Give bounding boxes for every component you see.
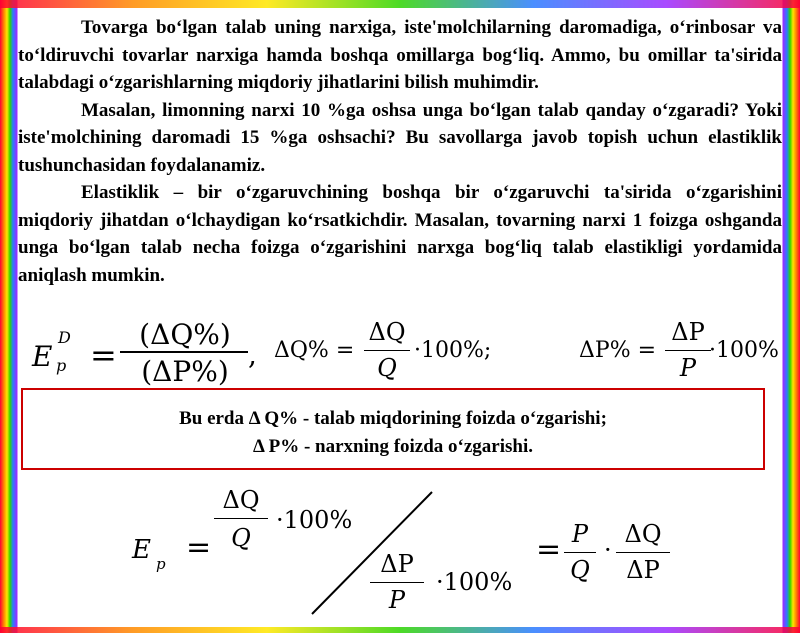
formula2-denominator: Q xyxy=(377,354,397,382)
formula4-ratio1-denominator: Q xyxy=(570,556,590,584)
formula4-bottom-fraction-bar xyxy=(370,582,424,583)
paragraph-1: Tovarga bo‘lgan talab uning narxiga, iste'molchilarning daromadiga, o‘rinbosar va to‘ldiruvchi tovarlar narxiga hamda boshqa omillarga bog‘liq. Ammo, bu omillar ta'sirida talabdagi o‘zgarishlarning miqdoriy jihatlarini bilish muhimdir. xyxy=(18,17,782,93)
paragraph-3: Elastiklik – bir o‘zgaruvchining boshqa bir o‘zgaruvchi ta'sirida o‘zgarishini miqdoriy jihatdan o‘lchaydigan ko‘rsatkichdir. Masalan, tovarning narxi 1 foizga oshganda unga bo‘lgan talab necha foizga o‘zgarishini narxga bog‘liq talab elastikligi yordamida aniqlash mumkin. xyxy=(18,182,782,286)
formula4-equals: = xyxy=(186,530,212,565)
paragraph-2: Masalan, limonning narxi 10 %ga oshsa unga bo‘lgan talab qanday o‘zgaradi? Yoki iste'molchining daromadi 15 %ga oshsachi? Bu savollarga javob topish uchun elastiklik tushunchasidan foydalanamiz. xyxy=(18,99,782,176)
formula3-fraction-bar xyxy=(665,350,711,351)
formula1-subscript: p xyxy=(56,356,67,375)
formula1-E: E xyxy=(32,340,53,373)
formula4-top-fraction-bar xyxy=(214,518,268,519)
formula2-tail: ·100%; xyxy=(414,338,492,363)
formula4-top-numerator: ΔQ xyxy=(222,486,260,514)
formula2-numerator: ΔQ xyxy=(368,318,406,346)
formula1-equals: = xyxy=(90,336,117,374)
formula4-equals-2: = xyxy=(536,532,562,567)
note-line-2: Δ P% - narxning foizda o‘zgarishi. xyxy=(252,436,534,457)
formula1-fraction-bar xyxy=(120,351,248,353)
formula3-lhs: ΔP% = xyxy=(579,338,657,363)
formula3-tail: ·100% xyxy=(709,338,779,363)
formula1-numerator: (ΔQ%) xyxy=(139,318,231,351)
formula4-top-denominator: Q xyxy=(231,524,251,552)
formula4-bottom-tail: ·100% xyxy=(436,568,513,596)
note-line-1: Bu erda Δ Q% - talab miqdorining foizda o‘zgarishi; xyxy=(179,408,607,429)
formula4-dot: · xyxy=(604,536,612,564)
formula1-superscript: D xyxy=(58,328,71,347)
formula4-subscript: p xyxy=(156,555,166,573)
formula4-ratio2-fraction-bar xyxy=(616,552,670,553)
formula4-ratio1-fraction-bar xyxy=(564,552,596,553)
formula1-denominator: (ΔP%) xyxy=(141,355,229,388)
formula3-denominator: P xyxy=(679,354,697,382)
formula2-lhs: ΔQ% = xyxy=(274,338,355,363)
formula4-top-tail: ·100% xyxy=(276,506,353,534)
formula4-bottom-denominator: P xyxy=(388,586,406,614)
formula3-numerator: ΔP xyxy=(671,318,705,346)
body-text xyxy=(18,14,782,289)
formula1-comma: , xyxy=(248,338,257,371)
formula4-ratio2-numerator: ΔQ xyxy=(624,520,662,548)
formula2-fraction-bar xyxy=(364,350,410,351)
notation-note-box xyxy=(21,388,765,470)
formula4-bottom-numerator: ΔP xyxy=(380,550,414,578)
derived-elasticity-formula xyxy=(0,480,800,625)
formula4-E: E xyxy=(132,535,151,565)
formula4-ratio1-numerator: P xyxy=(571,520,589,548)
rainbow-top-border xyxy=(0,0,800,8)
rainbow-bottom-border xyxy=(0,627,800,633)
formula4-ratio2-denominator: ΔP xyxy=(626,556,660,584)
